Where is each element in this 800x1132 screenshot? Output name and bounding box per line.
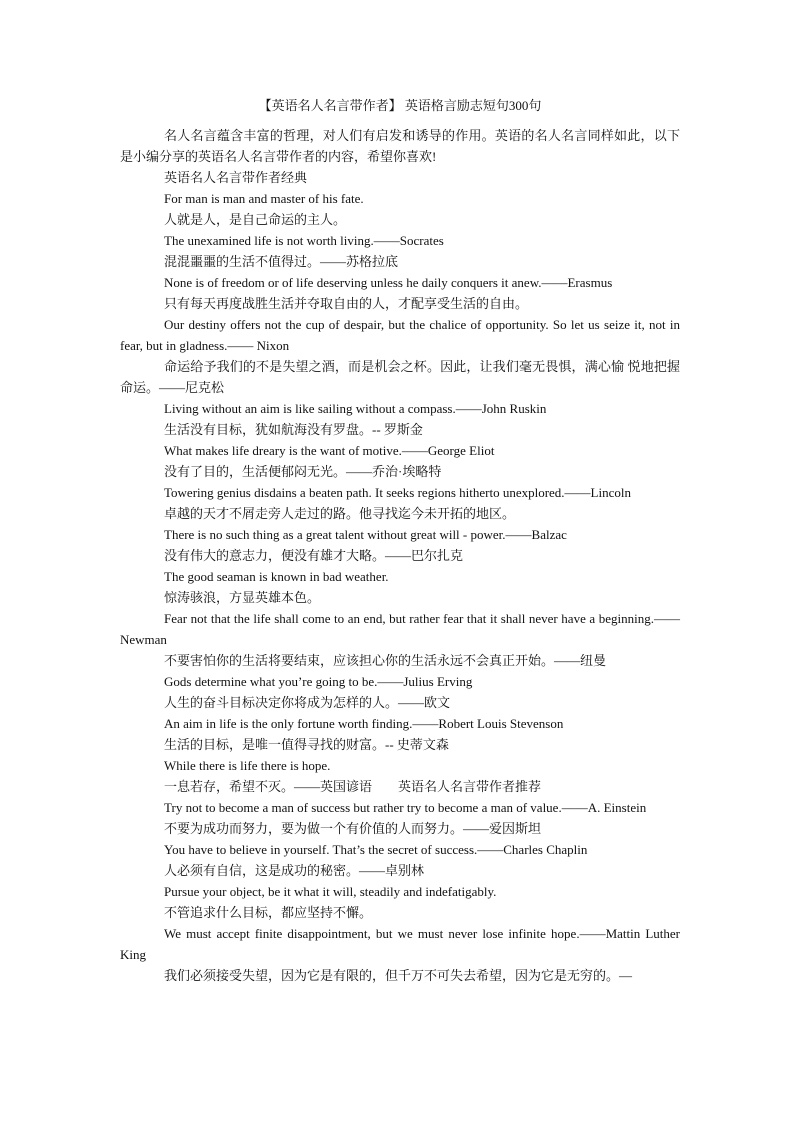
paragraph: 英语名人名言带作者经典: [164, 170, 308, 185]
paragraph: Gods determine what you’re going to be.——Julius Erving: [164, 674, 473, 689]
paragraph: There is no such thing as a great talent without great will - power.——Balzac: [164, 527, 567, 542]
paragraph: The good seaman is known in bad weather.: [164, 569, 389, 584]
paragraph: While there is life there is hope.: [164, 758, 331, 773]
paragraph: None is of freedom or of life deserving unless he daily conquers it anew.——Erasmus: [164, 275, 613, 290]
paragraph: 我们必须接受失望，因为它是有限的，但千万不可失去希望，因为它是无穷的。—: [164, 968, 633, 983]
paragraph: 不要害怕你的生活将要结束，应该担心你的生活永远不会真正开始。——纽曼: [164, 653, 607, 668]
paragraph: 一息若存，希望不灭。——英国谚语 英语名人名言带作者推荐: [164, 779, 542, 794]
paragraph: 没有了目的，生活便郁闷无光。——乔治·埃略特: [164, 464, 442, 479]
paragraph: We must accept finite disappointment, but we must never lose infinite hope.——Mattin Luther King: [120, 926, 680, 962]
document-body: [120, 125, 680, 986]
paragraph: 不管追求什么目标，都应坚持不懈。: [164, 905, 373, 920]
paragraph: The unexamined life is not worth living.——Socrates: [164, 233, 444, 248]
paragraph: 没有伟大的意志力，便没有雄才大略。——巴尔扎克: [164, 548, 464, 563]
paragraph: 混混噩噩的生活不值得过。——苏格拉底: [164, 254, 399, 269]
paragraph: Our destiny offers not the cup of despair, but the chalice of opportunity. So let us seize it, not in fear, but in gladness.—— Nixon: [120, 317, 680, 353]
paragraph: Living without an aim is like sailing without a compass.——John Ruskin: [164, 401, 547, 416]
document-title: 【英语名人名言带作者】 英语格言励志短句300句: [258, 98, 542, 113]
paragraph: An aim in life is the only fortune worth finding.——Robert Louis Stevenson: [164, 716, 564, 731]
paragraph: Try not to become a man of success but rather try to become a man of value.——A. Einstein: [164, 800, 647, 815]
paragraph: 不要为成功而努力，要为做一个有价值的人而努力。——爱因斯坦: [164, 821, 542, 836]
paragraph: 人生的奋斗目标决定你将成为怎样的人。——欧文: [164, 695, 451, 710]
paragraph: For man is man and master of his fate.: [164, 191, 364, 206]
paragraph: Pursue your object, be it what it will, steadily and indefatigably.: [164, 884, 497, 899]
paragraph: 只有每天再度战胜生活并夺取自由的人，才配享受生活的自由。: [164, 296, 529, 311]
paragraph: 名人名言蕴含丰富的哲理，对人们有启发和诱导的作用。英语的名人名言同样如此，以下是小编分享的英语名人名言带作者的内容，希望你喜欢!: [120, 128, 680, 164]
paragraph: 命运给予我们的不是失望之酒，而是机会之杯。因此，让我们毫无畏惧，满心愉 悦地把握命运。——尼克松: [120, 359, 680, 395]
paragraph: 卓越的天才不屑走旁人走过的路。他寻找迄今未开拓的地区。: [164, 506, 516, 521]
paragraph: What makes life dreary is the want of motive.——George Eliot: [164, 443, 495, 458]
paragraph: Fear not that the life shall come to an end, but rather fear that it shall never have a beginning.—— Newman: [120, 611, 680, 647]
paragraph: 人必须有自信，这是成功的秘密。——卓别林: [164, 863, 425, 878]
paragraph: 惊涛骇浪，方显英雄本色。: [164, 590, 321, 605]
document-page: [120, 95, 680, 986]
paragraph: You have to believe in yourself. That’s the secret of success.——Charles Chaplin: [164, 842, 588, 857]
paragraph: 生活的目标，是唯一值得寻找的财富。-- 史蒂文森: [164, 737, 449, 752]
paragraph: Towering genius disdains a beaten path. It seeks regions hitherto unexplored.——Lincoln: [164, 485, 631, 500]
paragraph: 人就是人，是自己命运的主人。: [164, 212, 347, 227]
paragraph: 生活没有目标，犹如航海没有罗盘。-- 罗斯金: [164, 422, 423, 437]
